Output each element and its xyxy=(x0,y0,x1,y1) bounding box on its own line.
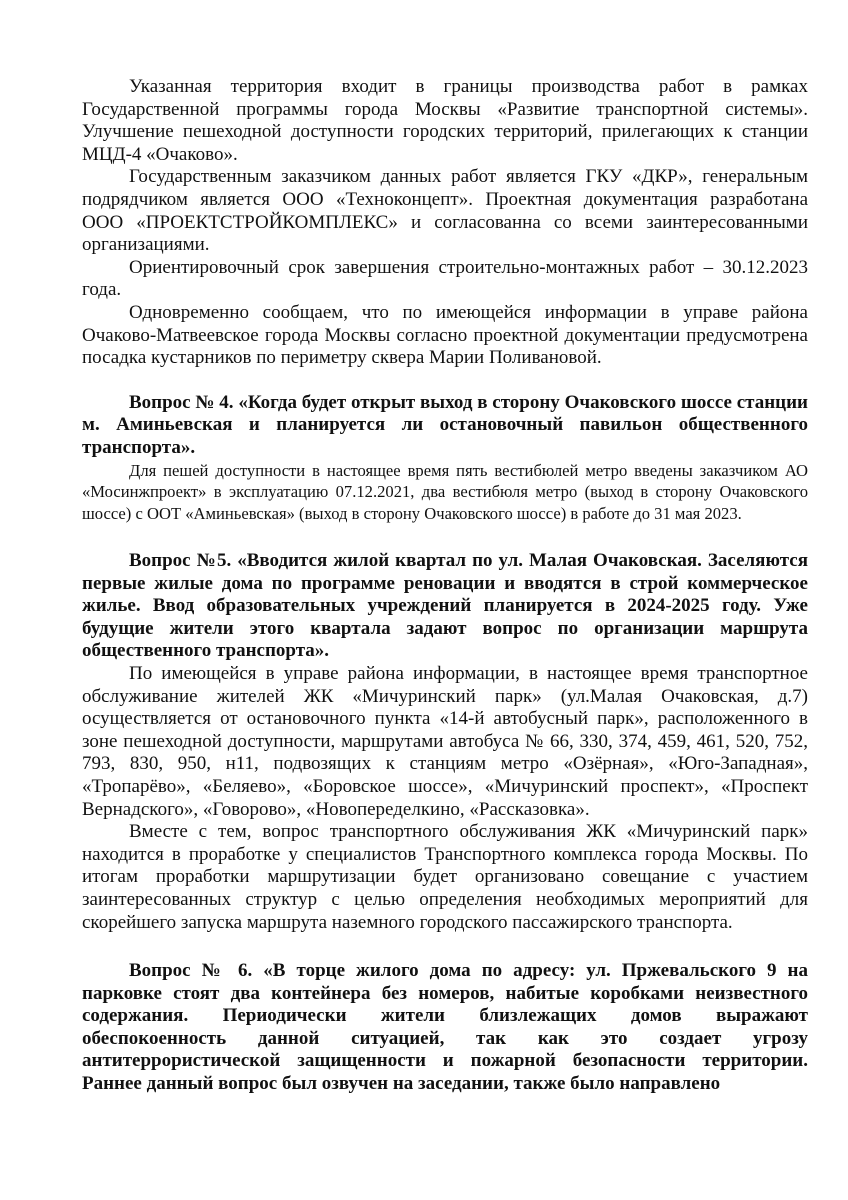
spacer xyxy=(82,934,808,960)
document-page xyxy=(82,76,808,1096)
answer-4: Для пешей доступности в настоящее время пять вестибюлей метро введены заказчиком АО «Мосинжпроект» в эксплуатацию 07.12.2021, два вестибюля метро (выход в сторону Очаковского шоссе) с ООТ «Аминьевская» (выход в сторону Очаковского шоссе) в работе до 31 мая 2023. xyxy=(82,460,808,523)
paragraph-deadline: Ориентировочный срок завершения строительно-монтажных работ – 30.12.2023 года. xyxy=(82,256,808,301)
paragraph-territory: Указанная территория входит в границы производства работ в рамках Государственной программы города Москвы «Развитие транспортной системы». Улучшение пешеходной доступности городских территорий, прилегающих к станции МЦД-4 «Очаково». xyxy=(82,76,808,165)
answer-5-meeting: Вместе с тем, вопрос транспортного обслуживания ЖК «Мичуринский парк» находится в проработке у специалистов Транспортного комплекса города Москвы. По итогам проработки маршрутизации будет организовано совещание с участием заинтересованных структур с целью определения необходимых мероприятий для скорейшего запуска маршрута наземного городского пассажирского транспорта. xyxy=(82,821,808,933)
spacer xyxy=(82,370,808,392)
question-4: Вопрос № 4. «Когда будет открыт выход в сторону Очаковского шоссе станции м. Аминьевская и планируется ли остановочный павильон общественного транспорта». xyxy=(82,391,808,458)
question-5: Вопрос №5. «Вводится жилой квартал по ул. Малая Очаковская. Заселяются первые жилые дома по программе реновации и вводятся в строй коммерческое жилье. Ввод образовательных учреждений планируется в 2024-2025 году. Уже будущие жители этого квартала задают вопрос по организации маршрута общественного транспорта». xyxy=(82,550,808,662)
question-6: Вопрос № 6. «В торце жилого дома по адресу: ул. Пржевальского 9 на парковке стоят два контейнера без номеров, набитые коробками неизвестного содержания. Периодически жители близлежащих домов выражают обеспокоенность данной ситуацией, так как это создает угрозу антитеррористической защищенности и пожарной безопасности территории. Раннее данный вопрос был озвучен на заседании, также было направлено xyxy=(82,960,808,1095)
paragraph-customer: Государственным заказчиком данных работ является ГКУ «ДКР», генеральным подрядчиком является ООО «Техноконцепт». Проектная документация разработана ООО «ПРОЕКТСТРОЙКОМПЛЕКС» и согласованна со всеми заинтересованными организациями. xyxy=(82,166,808,256)
paragraph-shrubs: Одновременно сообщаем, что по имеющейся информации в управе района Очаково-Матвеевское города Москвы согласно проектной документации предусмотрена посадка кустарников по периметру сквера Марии Поливановой. xyxy=(82,301,808,369)
answer-5-transport: По имеющейся в управе района информации, в настоящее время транспортное обслуживание жителей ЖК «Мичуринский парк» (ул.Малая Очаковская, д.7) осуществляется от остановочного пункта «14-й автобусный парк», расположенного в зоне пешеходной доступности, маршрутами автобуса № 66, 330, 374, 459, 461, 520, 752, 793, 830, 950, н11, подвозящих к станциям метро «Озёрная», «Юго-Западная», «Тропарёво», «Беляево», «Боровское шоссе», «Мичуринский проспект», «Проспект Вернадского», «Говорово», «Новопеределкино, «Рассказовка». xyxy=(82,662,808,820)
spacer xyxy=(82,524,808,550)
